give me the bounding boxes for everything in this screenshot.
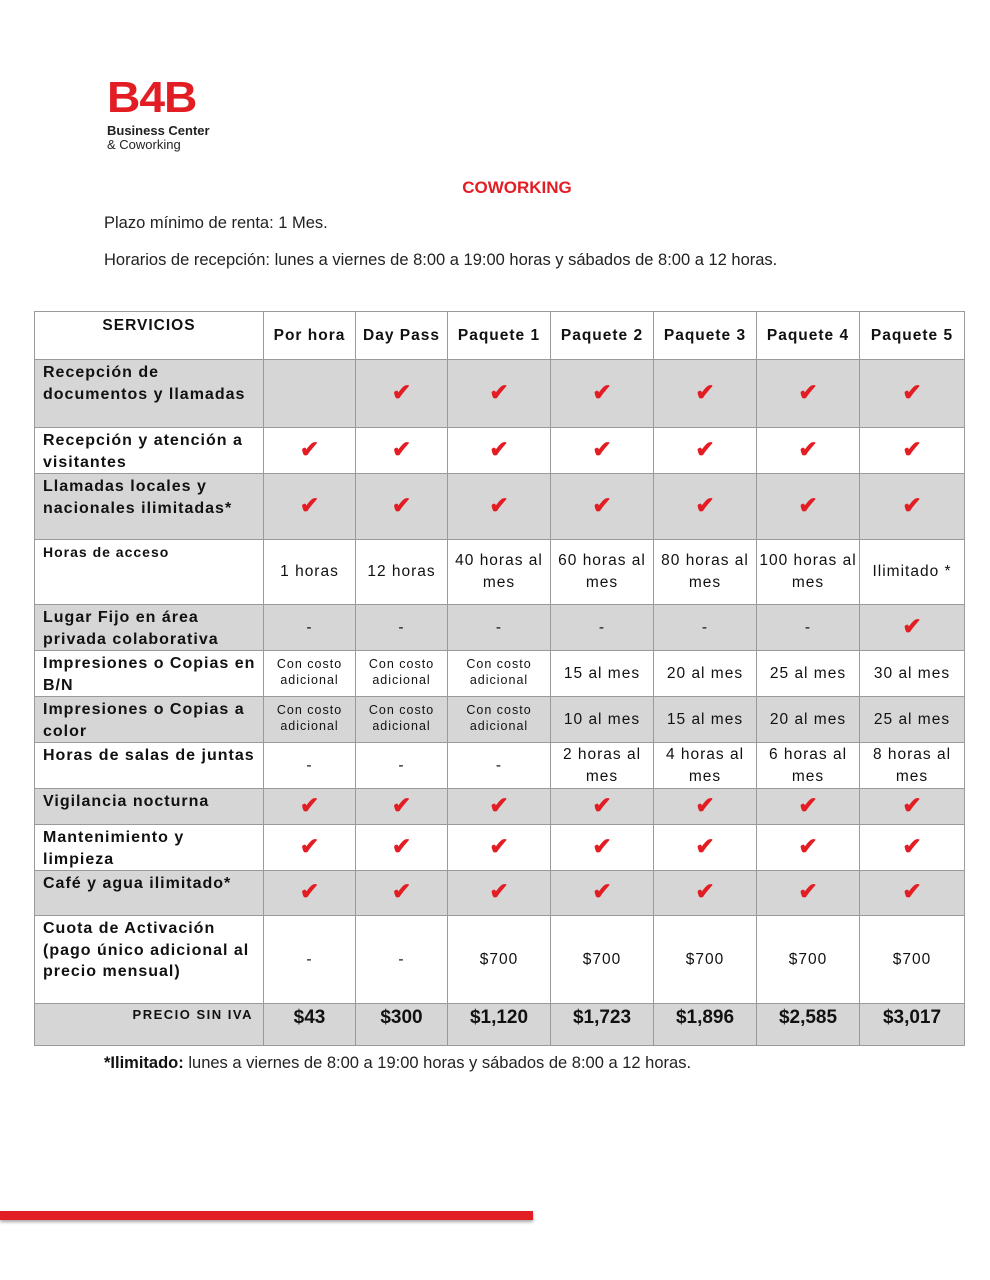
price-row [35,1004,965,1046]
cell-value: Con costo adicional [466,657,532,687]
value-cell [356,697,448,743]
cell-value: 20 al mes [769,710,847,728]
included-cell [448,474,551,540]
value-cell [757,651,860,697]
checkmark-icon: ✔ [798,378,818,405]
service-name: Mantenimiento y limpieza [35,825,264,871]
value-cell [860,697,965,743]
value-cell [264,743,356,789]
cell-value: 25 al mes [769,664,847,682]
checkmark-icon: ✔ [695,832,715,859]
cell-value: Con costo adicional [276,703,343,733]
price-cell: $43 [264,1004,356,1046]
cell-value: Con costo adicional [276,657,343,687]
value-cell [264,916,356,1004]
footer-accent-bar [0,1211,533,1220]
table-row [35,540,965,605]
minimum-term-text: Plazo mínimo de renta: 1 Mes. [104,214,328,232]
checkmark-icon: ✔ [592,435,612,462]
value-cell [356,540,448,605]
price-label: PRECIO SIN IVA [35,1004,264,1046]
cell-value: 2 horas al mes [562,745,642,785]
checkmark-icon: ✔ [695,378,715,405]
checkmark-icon: ✔ [299,791,320,818]
value-cell [757,916,860,1004]
included-cell [356,789,448,825]
service-name: Lugar Fijo en área privada colaborativa [35,605,264,651]
cell-value: Con costo adicional [368,703,435,733]
checkmark-icon: ✔ [299,832,320,859]
value-cell [860,916,965,1004]
checkmark-icon: ✔ [391,378,412,405]
value-cell [654,916,757,1004]
cell-value: 20 al mes [666,664,744,682]
cell-value: Ilimitado * [872,563,952,580]
included-cell [860,871,965,916]
service-name: Vigilancia nocturna [35,789,264,825]
checkmark-icon: ✔ [798,832,818,859]
included-cell [757,474,860,540]
column-header: Paquete 3 [654,312,757,360]
table-row [35,871,965,916]
column-header: Por hora [264,312,356,360]
cell-value: 30 al mes [873,664,951,682]
table-row [35,916,965,1004]
service-name: Horas de salas de juntas [35,743,264,789]
cell-value: Con costo adicional [368,657,435,687]
value-cell [448,540,551,605]
footnote-text: lunes a viernes de 8:00 a 19:00 horas y sábados de 8:00 a 12 horas. [183,1054,692,1072]
included-cell [448,428,551,474]
service-name: Cuota de Activación (pago único adicional al precio mensual) [35,916,264,1004]
cell-value: $700 [892,950,932,968]
checkmark-icon: ✔ [695,491,715,518]
price-cell: $1,723 [551,1004,654,1046]
value-cell [264,540,356,605]
cell-value: 25 al mes [873,710,951,728]
included-cell [356,871,448,916]
value-cell [356,743,448,789]
value-cell [264,360,356,428]
cell-value: 10 al mes [563,710,641,728]
company-logo [107,73,210,152]
cell-value: - [398,950,405,968]
included-cell [448,360,551,428]
checkmark-icon: ✔ [299,435,320,462]
cell-value: - [804,618,812,636]
included-cell [356,474,448,540]
service-name: Recepción y atención a visitantes [35,428,264,474]
cell-value: $700 [479,950,519,968]
included-cell [860,428,965,474]
included-cell [264,428,356,474]
included-cell [551,871,654,916]
cell-value: 12 horas [367,563,436,580]
value-cell [356,651,448,697]
value-cell [860,540,965,605]
included-cell [860,825,965,871]
column-header: Paquete 4 [757,312,860,360]
column-header: SERVICIOS [35,312,264,360]
table-row [35,825,965,871]
included-cell [448,825,551,871]
table-row [35,474,965,540]
checkmark-icon: ✔ [798,791,818,818]
checkmark-icon: ✔ [489,832,509,859]
included-cell [551,825,654,871]
included-cell [757,871,860,916]
cell-value: - [701,618,709,636]
footnote-label: *Ilimitado: [104,1054,184,1072]
cell-value: 100 horas al mes [759,552,857,591]
cell-value: 4 horas al mes [665,745,745,785]
included-cell [551,789,654,825]
price-cell: $300 [356,1004,448,1046]
logo-mark: B4B [107,73,197,122]
value-cell [551,916,654,1004]
service-name: Recepción de documentos y llamadas [35,360,264,428]
cell-value: $700 [788,950,828,968]
checkmark-icon: ✔ [902,878,922,904]
included-cell [654,789,757,825]
value-cell [757,540,860,605]
checkmark-icon: ✔ [695,435,715,462]
cell-value: 40 horas al mes [455,552,543,591]
included-cell [654,474,757,540]
logo-line-1: Business Center [107,123,210,138]
value-cell [551,651,654,697]
included-cell [860,474,965,540]
checkmark-icon: ✔ [592,791,612,818]
service-name: Impresiones o Copias a color [35,697,264,743]
cell-value: - [495,618,503,636]
cell-value: - [306,618,313,636]
checkmark-icon: ✔ [489,878,509,904]
checkmark-icon: ✔ [489,791,509,818]
checkmark-icon: ✔ [391,832,412,859]
checkmark-icon: ✔ [798,491,818,518]
value-cell [860,651,965,697]
column-header: Paquete 5 [860,312,965,360]
checkmark-icon: ✔ [391,791,412,818]
table-row [35,697,965,743]
included-cell [264,474,356,540]
checkmark-icon: ✔ [902,491,922,518]
included-cell [448,789,551,825]
table-row [35,360,965,428]
value-cell [654,540,757,605]
value-cell [264,605,356,651]
cell-value: 8 horas al mes [872,745,952,785]
cell-value: 6 horas al mes [768,745,848,785]
value-cell [356,605,448,651]
checkmark-icon: ✔ [592,491,612,518]
checkmark-icon: ✔ [391,435,412,462]
table-row [35,743,965,789]
price-cell: $1,896 [654,1004,757,1046]
column-header: Paquete 2 [551,312,654,360]
included-cell [654,360,757,428]
checkmark-icon: ✔ [695,791,715,818]
checkmark-icon: ✔ [489,378,509,405]
included-cell [356,360,448,428]
logo-line-2: & Coworking [107,137,181,152]
cell-value: - [398,756,405,774]
value-cell [757,697,860,743]
table-row [35,651,965,697]
cell-value: - [306,756,313,774]
value-cell [551,697,654,743]
value-cell [448,651,551,697]
included-cell [860,605,965,651]
value-cell [264,651,356,697]
cell-value: $700 [582,950,622,968]
checkmark-icon: ✔ [489,435,509,462]
included-cell [264,871,356,916]
value-cell [448,605,551,651]
column-header: Day Pass [356,312,448,360]
table-row [35,428,965,474]
checkmark-icon: ✔ [902,435,922,462]
checkmark-icon: ✔ [695,878,715,904]
included-cell [448,871,551,916]
included-cell [551,428,654,474]
included-cell [551,474,654,540]
checkmark-icon: ✔ [592,378,612,405]
included-cell [654,428,757,474]
table-row [35,605,965,651]
included-cell [757,825,860,871]
included-cell [757,789,860,825]
included-cell [654,871,757,916]
checkmark-icon: ✔ [902,378,922,405]
table-header-row [35,312,965,360]
service-name: Horas de acceso [35,540,264,605]
table-row [35,789,965,825]
value-cell [757,605,860,651]
checkmark-icon: ✔ [902,832,922,859]
included-cell [264,789,356,825]
value-cell [654,651,757,697]
value-cell [860,743,965,789]
cell-value: - [306,950,313,968]
cell-value: - [495,756,503,774]
included-cell [757,428,860,474]
cell-value: 1 horas [280,563,339,580]
reception-hours-text: Horarios de recepción: lunes a viernes de 8:00 a 19:00 horas y sábados de 8:00 a 12 horas. [104,251,778,269]
value-cell [448,697,551,743]
cell-value: 15 al mes [666,710,744,728]
price-cell: $2,585 [757,1004,860,1046]
cell-value: 80 horas al mes [661,552,749,591]
included-cell [860,789,965,825]
checkmark-icon: ✔ [299,878,320,904]
cell-value: 60 horas al mes [558,552,646,591]
service-name: Impresiones o Copias en B/N [35,651,264,697]
cell-value: - [398,618,405,636]
service-name: Café y agua ilimitado* [35,871,264,916]
checkmark-icon: ✔ [489,491,509,518]
price-cell: $1,120 [448,1004,551,1046]
value-cell [654,743,757,789]
checkmark-icon: ✔ [902,612,922,639]
value-cell [551,540,654,605]
cell-value: 15 al mes [563,664,641,682]
included-cell [356,825,448,871]
checkmark-icon: ✔ [798,878,818,904]
checkmark-icon: ✔ [592,832,612,859]
value-cell [356,916,448,1004]
value-cell [551,605,654,651]
included-cell [551,360,654,428]
service-name: Llamadas locales y nacionales ilimitadas* [35,474,264,540]
checkmark-icon: ✔ [798,435,818,462]
included-cell [264,825,356,871]
value-cell [551,743,654,789]
checkmark-icon: ✔ [299,491,320,518]
column-header: Paquete 1 [448,312,551,360]
cell-value: Con costo adicional [466,703,532,733]
price-cell: $3,017 [860,1004,965,1046]
checkmark-icon: ✔ [391,878,412,904]
footnote [104,1054,691,1073]
value-cell [654,697,757,743]
cell-value: - [598,618,606,636]
value-cell [448,916,551,1004]
value-cell [448,743,551,789]
checkmark-icon: ✔ [391,491,412,518]
included-cell [757,360,860,428]
included-cell [654,825,757,871]
page-title: COWORKING [462,178,572,197]
included-cell [356,428,448,474]
checkmark-icon: ✔ [902,791,922,818]
checkmark-icon: ✔ [592,878,612,904]
value-cell [654,605,757,651]
included-cell [860,360,965,428]
services-table [34,311,965,1046]
value-cell [757,743,860,789]
cell-value: $700 [685,950,725,968]
value-cell [264,697,356,743]
